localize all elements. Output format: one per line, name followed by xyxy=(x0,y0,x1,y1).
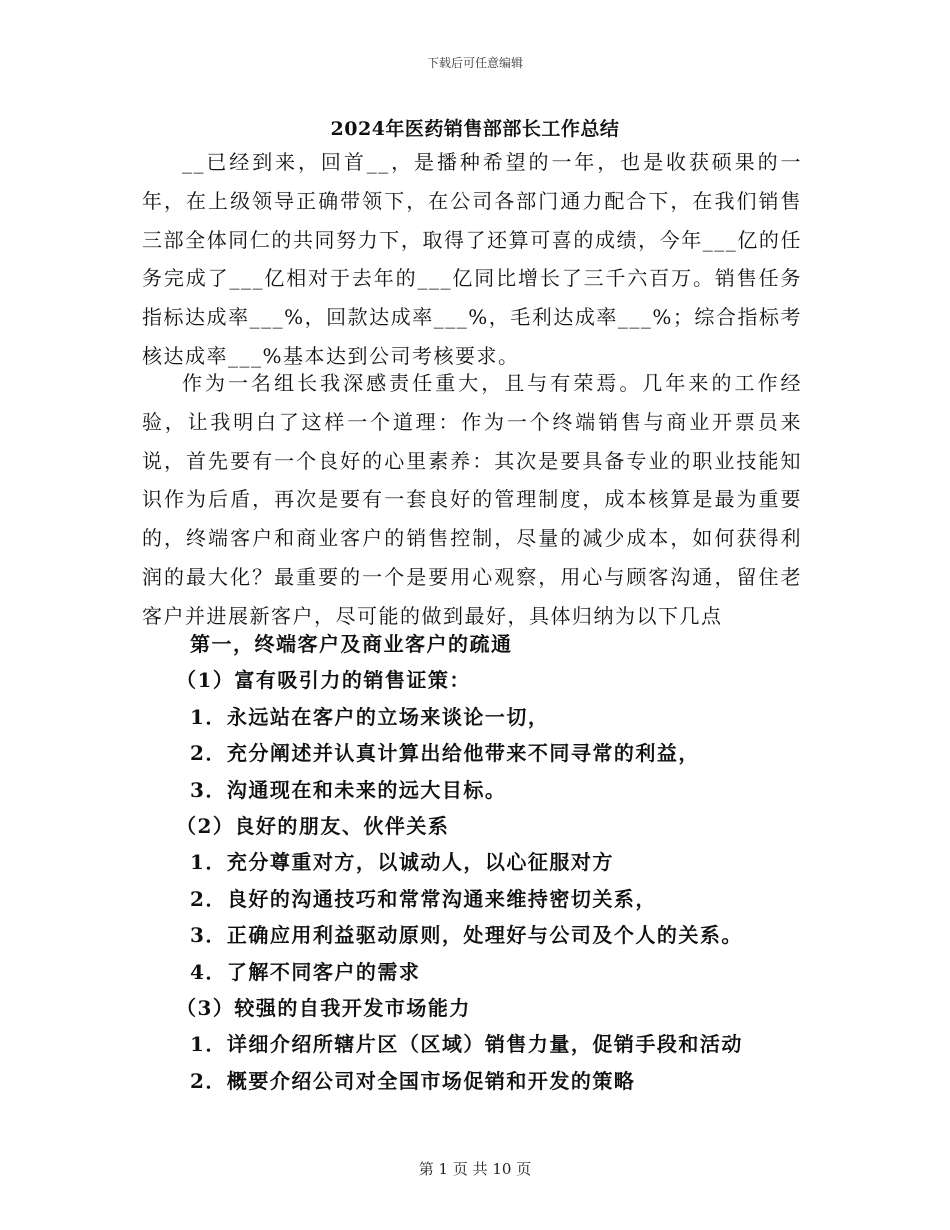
list-item: 3．正确应用利益驱动原则，处理好与公司及个人的关系。 xyxy=(190,923,743,948)
list-item: 2．概要介绍公司对全国市场促销和开发的策略 xyxy=(190,1068,636,1093)
subsection-heading-3: （3）较强的自我开发市场能力 xyxy=(176,995,471,1020)
list-item: 3．沟通现在和未来的远大目标。 xyxy=(190,777,507,802)
experience-paragraph: 作为一名组长我深感责任重大，且与有荣焉。几年来的工作经验，让我明白了这样一个道理：作为一个终端销售与商业开票员来说，首先要有一个良好的心里素养：其次是要具备专业的职业技能知识作为后盾，再次是要有一套良好的管理制度，成本核算是最为重要的，终端客户和商业客户的销售控制，尽量的减少成本，如何获得利润的最大化？最重要的一个是要用心观察，用心与顾客沟通，留住老客户并进展新客户，尽可能的做到最好，具体归纳为以下几点 xyxy=(142,371,802,628)
intro-paragraph: __已经到来，回首__，是播种希望的一年，也是收获硕果的一年，在上级领导正确带领下，在公司各部门通力配合下，在我们销售三部全体同仁的共同努力下，取得了还算可喜的成绩，今年___亿的任务完成了___亿相对于去年的___亿同比增长了三千六百万。销售任务指标达成率___%，回款达成率___%，毛利达成率___%；综合指标考核达成率___%基本达到公司考核要求。 xyxy=(142,150,802,368)
section-heading: 第一，终端客户及商业客户的疏通 xyxy=(190,632,513,656)
page-header-note: 下载后可任意编辑 xyxy=(426,56,523,70)
page-indicator: 第 1 页 共 10 页 xyxy=(418,1160,532,1178)
list-item: 1．详细介绍所辖片区（区域）销售力量，促销手段和活动 xyxy=(190,1032,743,1057)
subsection-heading-1: （1）富有吸引力的销售证策： xyxy=(176,668,471,693)
list-item: 4．了解不同客户的需求 xyxy=(190,959,421,984)
list-item: 1．永远站在客户的立场来谈论一切， xyxy=(190,704,550,729)
list-item: 2．充分阐述并认真计算出给他带来不同寻常的利益， xyxy=(190,741,700,766)
document-title: 2024年医药销售部部长工作总结 xyxy=(330,118,620,140)
list-item: 1．充分尊重对方，以诚动人，以心征服对方 xyxy=(190,850,614,875)
summary-outline xyxy=(142,626,822,1099)
list-item: 2．良好的沟通技巧和常常沟通来维持密切关系， xyxy=(190,886,657,911)
subsection-heading-2: （2）良好的朋友、伙伴关系 xyxy=(176,813,450,838)
